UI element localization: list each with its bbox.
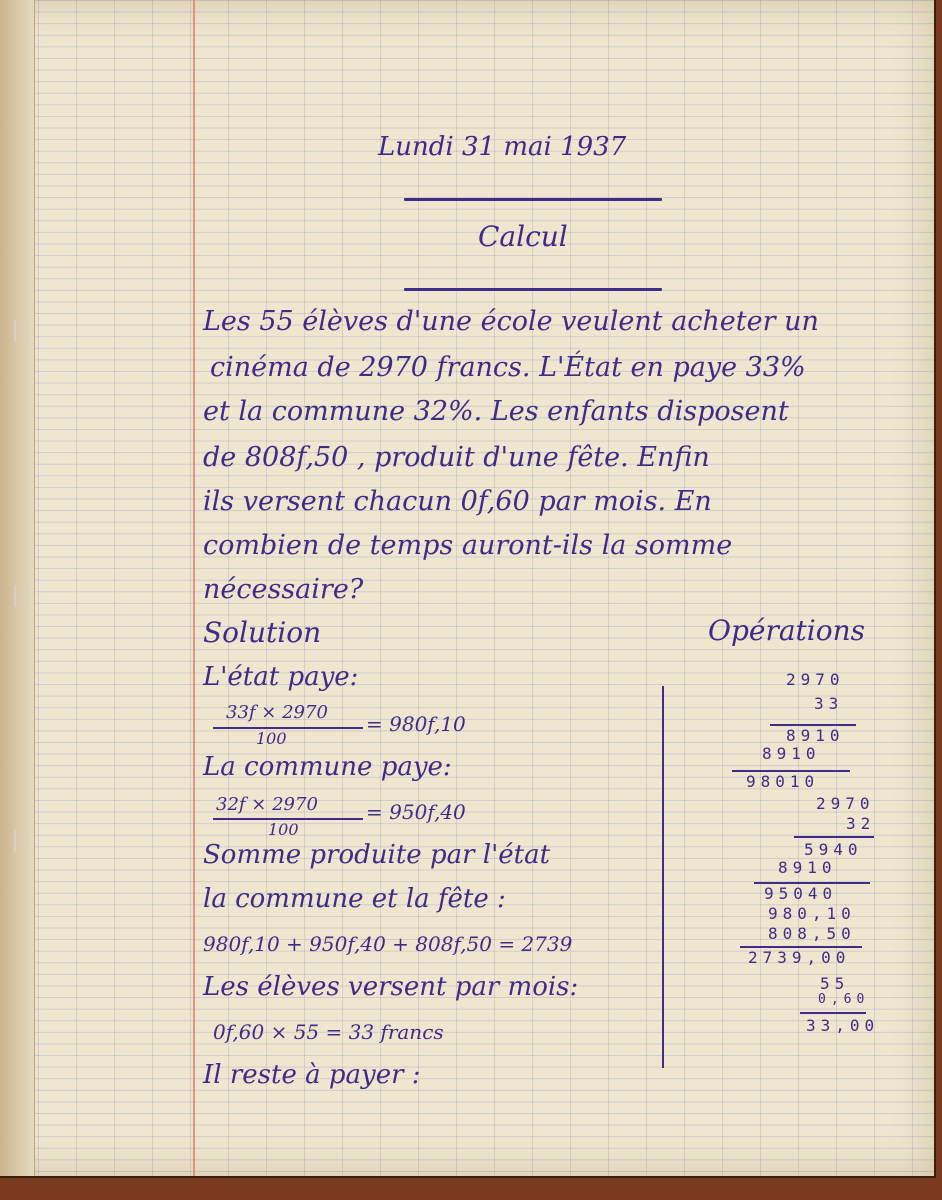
state-result: = 980f,10 (366, 712, 466, 736)
commune-label: La commune paye: (203, 752, 452, 782)
operation-digit-row: 33,00 (806, 1016, 880, 1035)
operation-digit-row: 5940 (804, 840, 863, 859)
operation-digit-row: 980,10 (768, 904, 856, 923)
operation-digit-row: 2970 (816, 794, 875, 813)
header-rule-bottom (404, 288, 662, 291)
notebook-binding (0, 0, 35, 1176)
state-fraction-bar (213, 727, 363, 729)
remaining-label: Il reste à payer : (203, 1060, 421, 1090)
binding-stitch (14, 830, 28, 852)
operation-digit-row: 32 (846, 814, 876, 833)
page-date: Lundi 31 mai 1937 (378, 132, 627, 162)
margin-line (193, 0, 195, 1176)
state-denominator: 100 (256, 729, 287, 748)
state-numerator: 33f × 2970 (226, 702, 328, 723)
problem-line: nécessaire? (203, 574, 364, 605)
operation-digit-row: 8910 (786, 726, 845, 745)
operation-line (800, 1012, 866, 1014)
problem-line: et la commune 32%. Les enfants disposent (203, 396, 789, 427)
sum-label: Somme produite par l'état (203, 840, 551, 870)
operation-digit-row: 33 (814, 694, 844, 713)
problem-line: ils versent chacun 0f,60 par mois. En (203, 486, 712, 517)
solution-heading: Solution (203, 616, 322, 649)
operation-digit-row: 95040 (764, 884, 838, 903)
operation-digit-row: 8910 (778, 858, 837, 877)
operation-digit-row: 0,60 (818, 992, 870, 1007)
commune-result: = 950f,40 (366, 800, 466, 824)
monthly-label: Les élèves versent par mois: (203, 972, 579, 1002)
header-rule-top (404, 198, 662, 201)
commune-denominator: 100 (268, 820, 299, 839)
problem-line: combien de temps auront-ils la somme (203, 530, 733, 561)
monthly-line: 0f,60 × 55 = 33 francs (213, 1020, 444, 1044)
operation-digit-row: 808,50 (768, 924, 856, 943)
operation-digit-row: 2739,00 (748, 948, 851, 967)
sum-line: 980f,10 + 950f,40 + 808f,50 = 2739 (203, 932, 573, 956)
problem-line: de 808f,50 , produit d'une fête. Enfin (203, 442, 710, 473)
operation-digit-row: 98010 (746, 772, 820, 791)
operations-divider (662, 686, 664, 1068)
operation-digit-row: 8910 (762, 744, 821, 763)
page-subject: Calcul (478, 220, 568, 253)
binding-stitch (14, 320, 28, 342)
operation-digit-row: 55 (820, 974, 850, 993)
commune-numerator: 32f × 2970 (216, 794, 318, 815)
problem-line: Les 55 élèves d'une école veulent acheter un (203, 306, 819, 337)
binding-stitch (14, 585, 28, 607)
state-label: L'état paye: (203, 662, 359, 692)
operation-digit-row: 2970 (786, 670, 845, 689)
problem-line: cinéma de 2970 francs. L'État en paye 33% (210, 352, 806, 383)
sum-label: la commune et la fête : (203, 884, 506, 914)
operations-heading: Opérations (708, 614, 865, 647)
operation-line (794, 836, 874, 838)
